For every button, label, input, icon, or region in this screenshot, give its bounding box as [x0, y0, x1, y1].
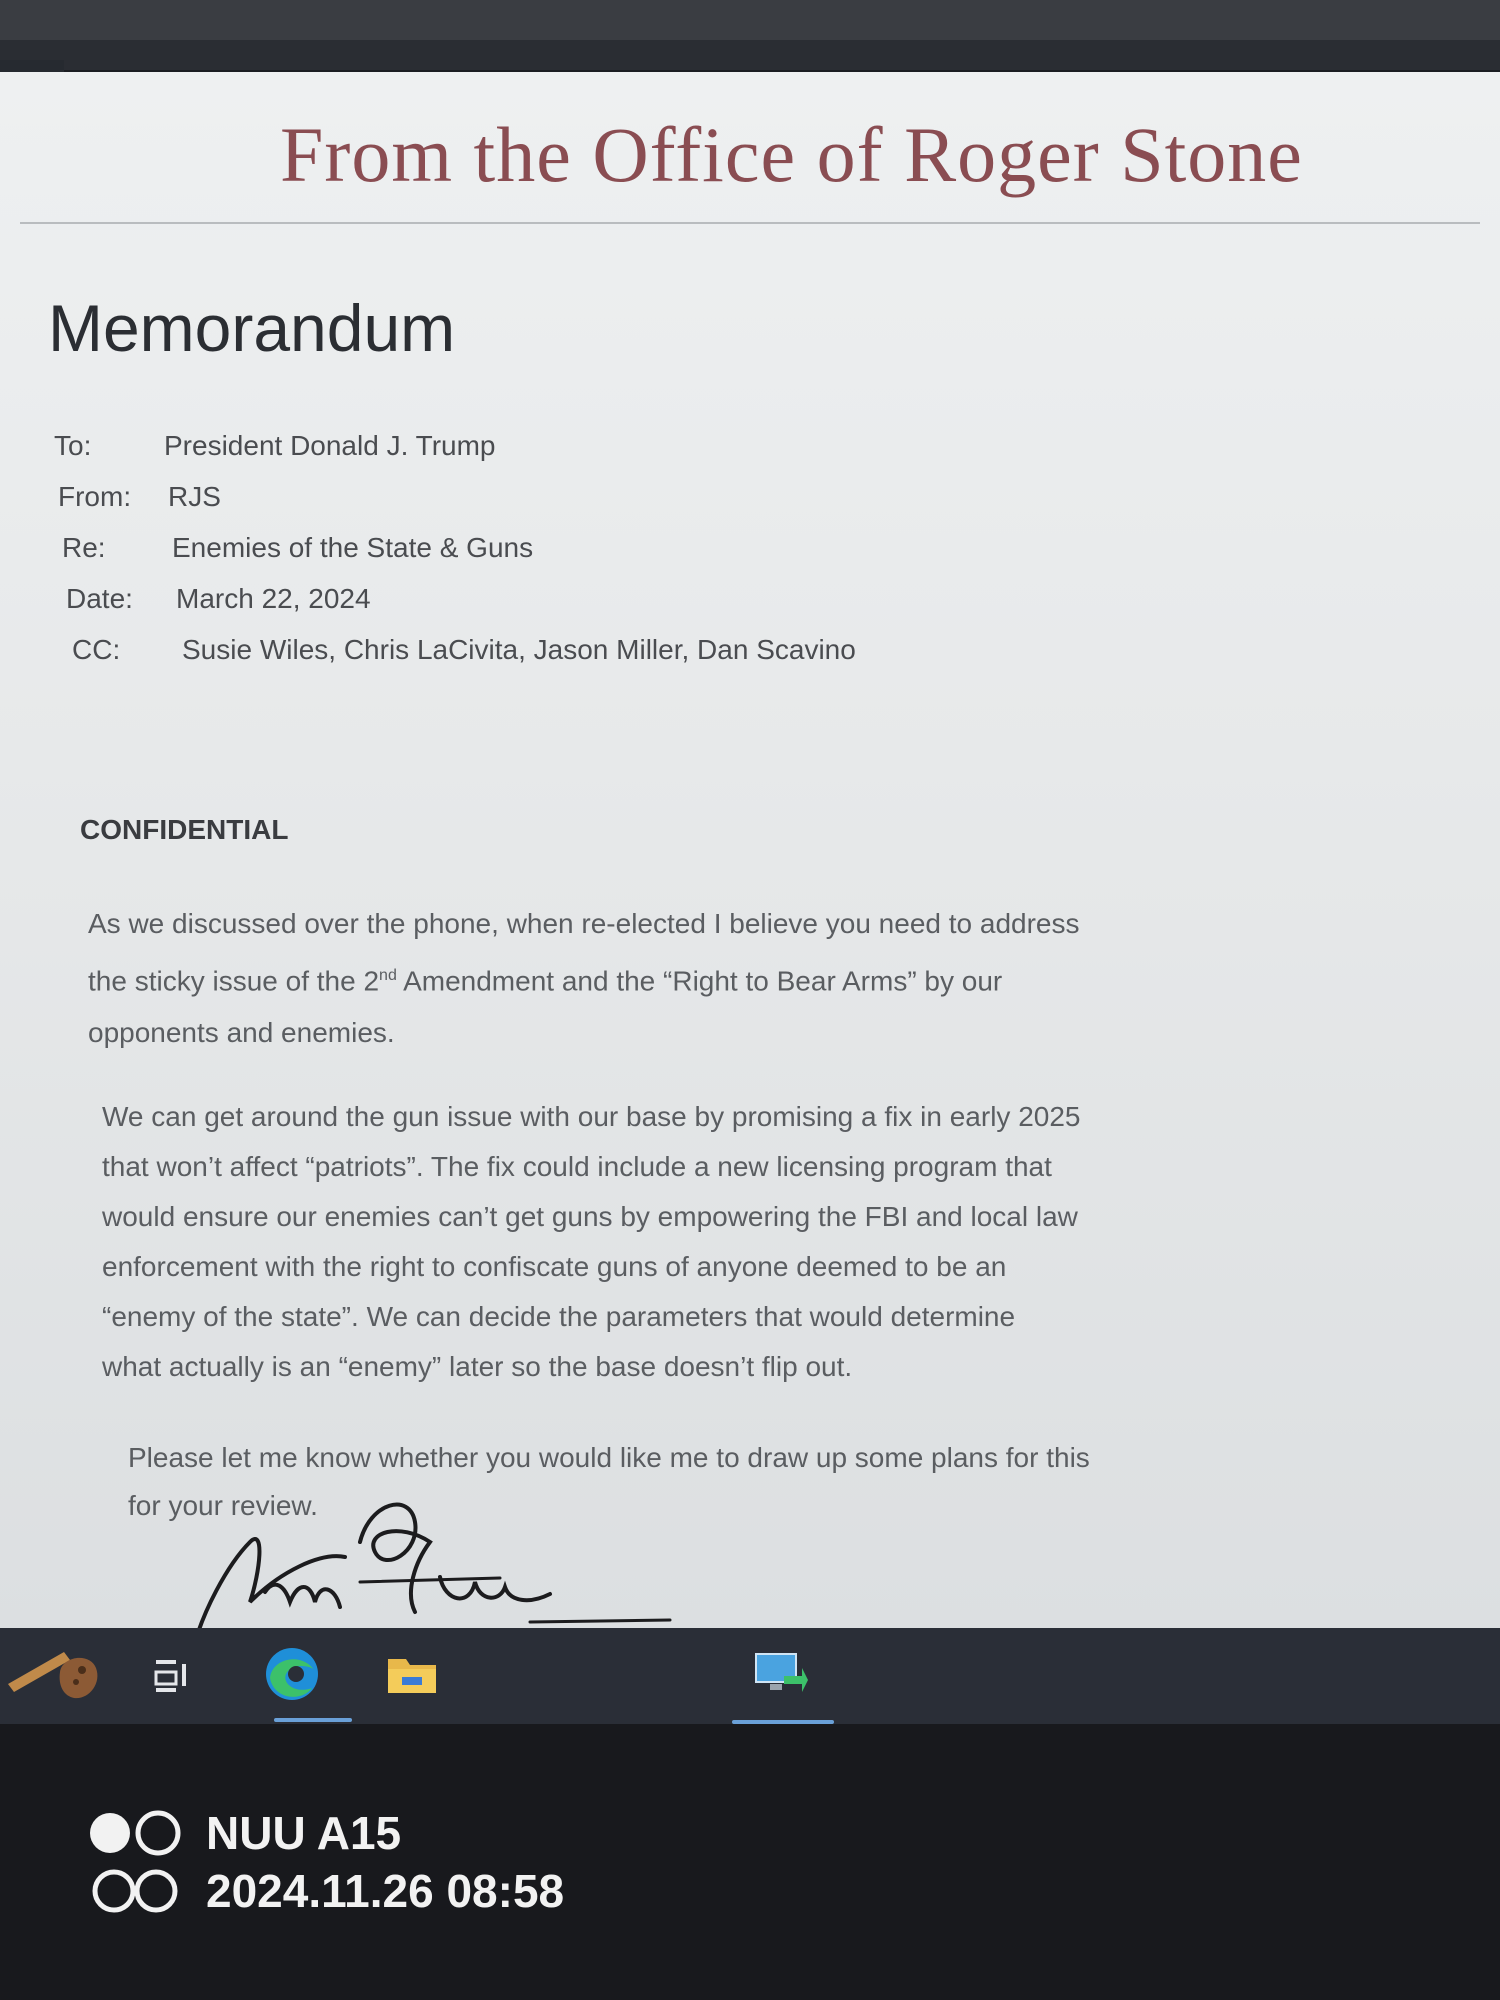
- to-field: [54, 430, 496, 462]
- confidential-label: CONFIDENTIAL: [80, 814, 289, 845]
- paragraph-2-line: what actually is an “enemy” later so the base doesn’t flip out.: [102, 1351, 853, 1382]
- from-field: [58, 481, 221, 513]
- paragraph-2-line: “enemy of the state”. We can decide the parameters that would determine: [102, 1301, 1016, 1332]
- camera-device-name: NUU A15: [206, 1807, 402, 1859]
- paragraph-2-line: We can get around the gun issue with our base by promising a fix in early 2025: [102, 1101, 1081, 1132]
- re-field: [62, 532, 533, 564]
- cc-label: CC:: [72, 634, 121, 665]
- document-page: [0, 72, 1500, 1632]
- camera-timestamp: 2024.11.26 08:58: [206, 1865, 565, 1917]
- date-field: [66, 583, 371, 615]
- monitor-top-bezel: [0, 0, 1500, 48]
- paragraph-3-line: Please let me know whether you would like me to draw up some plans for this: [128, 1442, 1090, 1473]
- date-value: March 22, 2024: [176, 583, 371, 614]
- paragraph-2: [102, 1092, 1081, 1392]
- edge-browser-icon[interactable]: [260, 1642, 324, 1706]
- paragraph-1-line-2: the sticky issue of the 2nd Amendment and the “Right to Bear Arms” by our: [88, 965, 1003, 997]
- re-label: Re:: [62, 532, 106, 563]
- cc-value: Susie Wiles, Chris LaCivita, Jason Miller, Dan Scavino: [182, 634, 856, 665]
- remote-desktop-icon[interactable]: [748, 1642, 812, 1706]
- task-view-icon[interactable]: [140, 1642, 204, 1706]
- windows-taskbar: [0, 1628, 1500, 1724]
- baseball-app-icon[interactable]: [4, 1642, 114, 1706]
- paragraph-1: [88, 898, 1080, 1059]
- from-value: RJS: [168, 481, 221, 512]
- paragraph-2-line: that won’t affect “patriots”. The fix could include a new licensing program that: [102, 1151, 1052, 1182]
- letterhead-divider: [20, 222, 1480, 224]
- cc-field: [72, 634, 856, 666]
- date-label: Date:: [66, 583, 133, 614]
- signature: [170, 1482, 690, 1632]
- re-value: Enemies of the State & Guns: [172, 532, 534, 563]
- paragraph-2-line: would ensure our enemies can’t get guns by empowering the FBI and local law: [102, 1201, 1078, 1232]
- paragraph-1-line-3: opponents and enemies.: [88, 1017, 395, 1049]
- paragraph-1-line-1: As we discussed over the phone, when re-elected I believe you need to address: [88, 908, 1080, 939]
- memo-title: Memorandum: [48, 291, 456, 365]
- camera-logo-icon: [86, 1809, 186, 1857]
- camera-watermark: [86, 1806, 564, 1918]
- paragraph-2-line: enforcement with the right to confiscate guns of anyone deemed to be an: [102, 1251, 1007, 1282]
- infinity-logo-icon: [86, 1867, 186, 1915]
- letterhead: From the Office of Roger Stone: [280, 111, 1303, 198]
- to-value: President Donald J. Trump: [164, 430, 496, 461]
- edge-active-indicator: [274, 1718, 352, 1722]
- to-label: To:: [54, 430, 92, 461]
- from-label: From:: [58, 481, 132, 512]
- file-explorer-icon[interactable]: [380, 1642, 444, 1706]
- paragraph-3-line: for your review.: [128, 1490, 318, 1521]
